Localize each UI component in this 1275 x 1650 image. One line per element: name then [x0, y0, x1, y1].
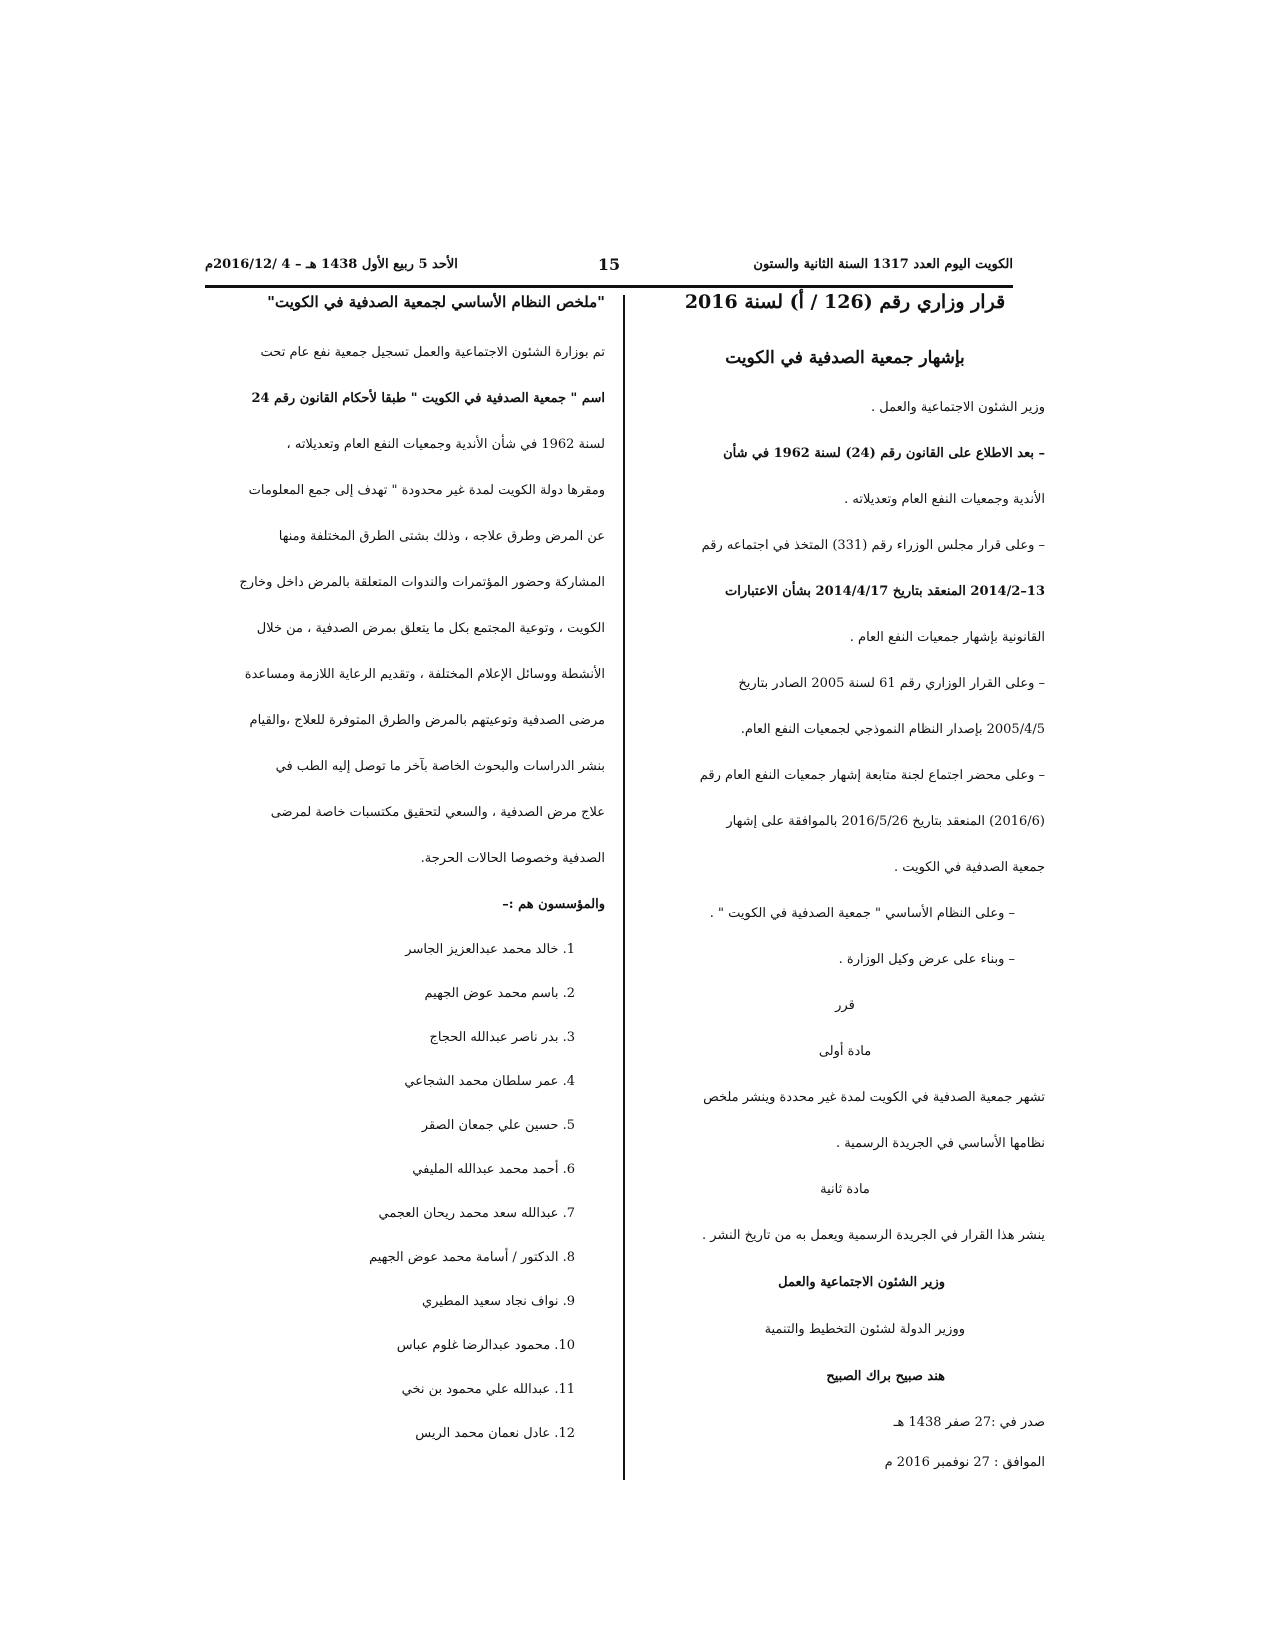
decree-preamble: [645, 385, 1045, 1481]
preamble-line: 2005/4/5 بإصدار النظام النموذجي لجمعيات النفع العام.: [740, 722, 1045, 737]
preamble-line: – بعد الاطلاع على القانون رقم (24) لسنة 1962 في شأن: [723, 446, 1045, 461]
decision-label: قرر: [835, 998, 855, 1013]
header-publication: الكويت اليوم العدد 1317 السنة الثانية والستون: [753, 257, 1013, 272]
article1-title: مادة أولى: [818, 1044, 872, 1059]
summary-body: [205, 330, 605, 1456]
summary-line: تم بوزارة الشئون الاجتماعية والعمل تسجيل جمعية نفع عام تحت: [260, 345, 605, 360]
header-date: الأحد 5 ربيع الأول 1438 هـ – 4 /2016/12م: [205, 257, 458, 272]
summary-line: المشاركة وحضور المؤتمرات والندوات المتعلقة بالمرض داخل وخارج: [239, 575, 605, 590]
founder-item: 3. بدر ناصر عبدالله الحجاج: [429, 1030, 575, 1045]
right-column: [645, 282, 1045, 322]
founder-item: 12. عادل نعمان محمد الريس: [415, 1426, 575, 1441]
summary-line: ومقرها دولة الكويت لمدة غير محدودة " تهدف إلى جمع المعلومات: [248, 483, 605, 498]
decree-subtitle: بإشهار جمعية الصدفية في الكويت: [725, 348, 965, 368]
left-column: [205, 282, 605, 322]
preamble-line: القانونية بإشهار جمعيات النفع العام .: [849, 630, 1045, 645]
summary-line: اسم " جمعية الصدفية في الكويت " طبقا لأحكام القانون رقم 24: [251, 391, 605, 406]
preamble-line: 13–2014/2 المنعقد بتاريخ 2014/4/17 بشأن الاعتبارات: [725, 584, 1045, 599]
founder-item: 2. باسم محمد عوض الجهيم: [424, 986, 575, 1001]
signer-name: هند صبيح براك الصبيح: [826, 1369, 945, 1384]
summary-line: الصدفية وخصوصا الحالات الحرجة.: [420, 851, 605, 866]
decree-title: قرار وزاري رقم (126 / أ) لسنة 2016: [684, 291, 1006, 313]
article2-text: ينشر هذا القرار في الجريدة الرسمية ويعمل به من تاريخ النشر .: [702, 1228, 1045, 1243]
preamble-line: – وعلى النظام الأساسي " جمعية الصدفية في الكويت " .: [709, 906, 1015, 921]
summary-line: لسنة 1962 في شأن الأندية وجمعيات النفع العام وتعديلاته ،: [286, 437, 605, 452]
summary-line: علاج مرض الصدفية ، والسعي لتحقيق مكتسبات خاصة لمرضى: [270, 805, 605, 820]
issued-gregorian: الموافق : 27 نوفمبر 2016 م: [884, 1455, 1045, 1470]
founders-heading: والمؤسسون هم :–: [502, 897, 605, 912]
article1-line: نظامها الأساسي في الجريدة الرسمية .: [835, 1136, 1045, 1151]
preamble-line: – وعلى القرار الوزاري رقم 61 لسنة 2005 الصادر بتاريخ: [738, 676, 1045, 691]
summary-line: الأنشطة ووسائل الإعلام المختلفة ، وتقديم الرعاية اللازمة ومساعدة: [244, 667, 605, 682]
preamble-line: الأندية وجمعيات النفع العام وتعديلاته .: [844, 492, 1045, 507]
summary-line: عن المرض وطرق علاجه ، وذلك بشتى الطرق المختلفة ومنها: [278, 529, 605, 544]
page-header: [205, 245, 1013, 285]
signer-title-2: ووزير الدولة لشئون التخطيط والتنمية: [764, 1322, 965, 1337]
founder-item: 1. خالد محمد عبدالعزيز الجاسر: [405, 942, 575, 957]
preamble-line: وزير الشئون الاجتماعية والعمل .: [871, 400, 1045, 415]
preamble-line: – وعلى محضر اجتماع لجنة متابعة إشهار جمعيات النفع العام رقم: [699, 768, 1045, 783]
summary-line: مرضى الصدفية وتوعيتهم بالمرض والطرق المتوفرة للعلاج ،والقيام: [249, 713, 605, 728]
founder-item: 5. حسين علي جمعان الصقر: [421, 1118, 575, 1133]
preamble-line: جمعية الصدفية في الكويت .: [893, 860, 1045, 875]
founder-item: 9. نواف نجاد سعيد المطيري: [421, 1294, 575, 1309]
issued-hijri: صدر في :27 صفر 1438 هـ: [893, 1415, 1045, 1430]
founder-item: 6. أحمد محمد عبدالله المليفي: [412, 1162, 575, 1177]
signer-title-1: وزير الشئون الاجتماعية والعمل: [778, 1275, 945, 1290]
summary-title: "ملخص النظام الأساسي لجمعية الصدفية في الكويت": [267, 293, 605, 311]
founder-item: 7. عبدالله سعد محمد ريحان العجمي: [378, 1206, 575, 1221]
founder-item: 11. عبدالله علي محمود بن نخي: [401, 1382, 575, 1397]
page-number: 15: [597, 255, 621, 274]
decree-subtitle-wrap: [645, 336, 1045, 380]
summary-line: الكويت ، وتوعية المجتمع بكل ما يتعلق بمرض الصدفية ، من خلال: [256, 621, 605, 636]
preamble-line: – وعلى قرار مجلس الوزراء رقم (331) المتخذ في اجتماعه رقم: [701, 538, 1045, 553]
summary-line: بنشر الدراسات والبحوث الخاصة بآخر ما توصل إليه الطب في: [275, 759, 605, 774]
article2-title: مادة ثانية: [820, 1182, 870, 1197]
founder-item: 4. عمر سلطان محمد الشجاعي: [404, 1074, 575, 1089]
preamble-line: – وبناء على عرض وكيل الوزارة .: [838, 952, 1015, 967]
article1-line: تشهر جمعية الصدفية في الكويت لمدة غير محددة وينشر ملخص: [703, 1090, 1045, 1105]
preamble-line: (2016/6) المنعقد بتاريخ 2016/5/26 بالموافقة على إشهار: [726, 814, 1045, 829]
column-divider: [623, 295, 625, 1480]
founder-item: 8. الدكتور / أسامة محمد عوض الجهيم: [369, 1250, 575, 1265]
founder-item: 10. محمود عبدالرضا غلوم عباس: [396, 1338, 575, 1353]
